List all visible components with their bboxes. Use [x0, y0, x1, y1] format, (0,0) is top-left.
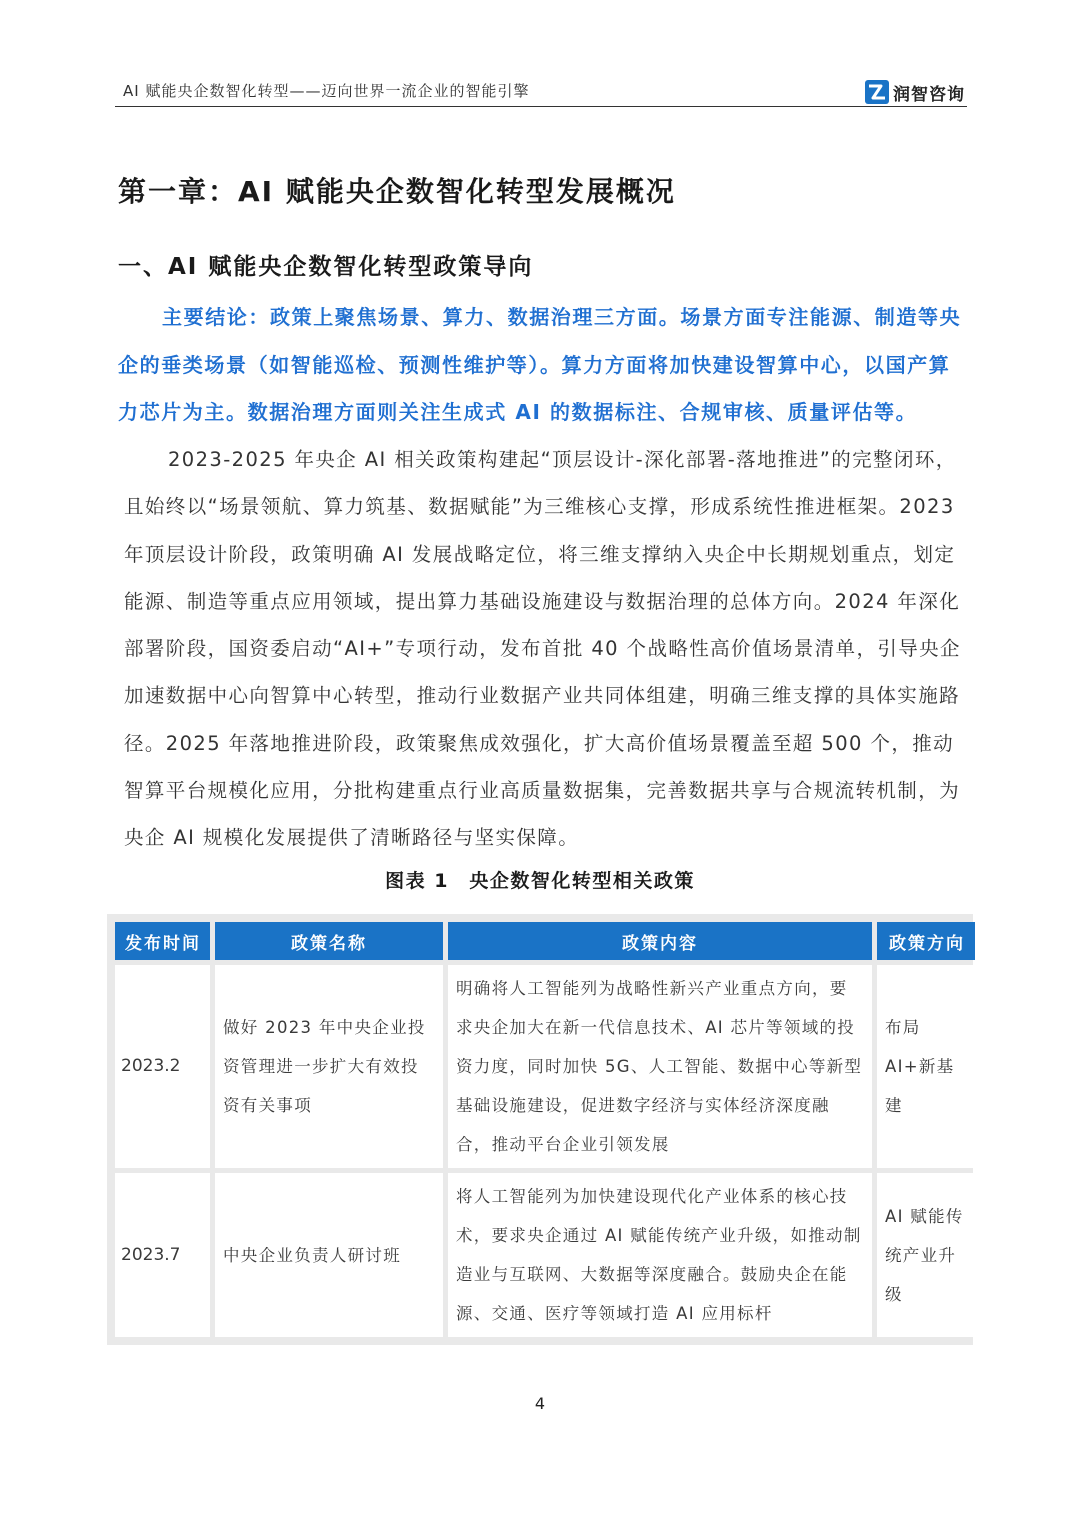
header-title: AI 赋能央企数智化转型——迈向世界一流企业的智能引擎: [123, 82, 530, 100]
company-logo: [865, 80, 965, 104]
section-title: 一、AI 赋能央企数智化转型政策导向: [118, 254, 534, 280]
body-paragraph: 2023-2025 年央企 AI 相关政策构建起“顶层设计-深化部署-落地推进”的完整闭环，且始终以“场景领航、算力筑基、数据赋能”为三维核心支撑，形成系统性推进框架。2023 年顶层设计阶段，政策明确 AI 发展战略定位，将三维支撑纳入央企中长期规划重点，划定能源、制造等重点应用领域，提出算力基础设施建设与数据治理的总体方向。2024 年深化部署阶段，国资委启动“AI+”专项行动，发布首批 40 个战略性高价值场景清单，引导央企加速数据中心向智算中心转型，推动行业数据产业共同体组建，明确三维支撑的具体实施路径。2025 年落地推进阶段，政策聚焦成效强化，扩大高价值场景覆盖至超 500 个，推动智算平台规模化应用，分批构建重点行业高质量数据集，完善数据共享与合规流转机制，为央企 AI 规模化发展提供了清晰路径与坚实保障。: [124, 448, 961, 850]
figure-caption: 图表 1 央企数智化转型相关政策: [385, 870, 695, 892]
chapter-title: 第一章：AI 赋能央企数智化转型发展概况: [118, 175, 676, 208]
logo-mark-icon: [865, 80, 889, 104]
cell-policy-direction: 布局 AI+新基建: [877, 965, 975, 1168]
header-policy-name: 政策名称: [215, 922, 443, 960]
cell-date: 2023.7: [115, 1173, 210, 1337]
cell-policy-name: 中央企业负责人研讨班: [215, 1173, 443, 1337]
cell-date: 2023.2: [115, 965, 210, 1168]
key-conclusion: 主要结论：政策上聚焦场景、算力、数据治理三方面。场景方面专注能源、制造等央企的垂类场景（如智能巡检、预测性维护等）。算力方面将加快建设智算中心，以国产算力芯片为主。数据治理方面则关注生成式 AI 的数据标注、合规审核、质量评估等。: [118, 305, 962, 424]
cell-policy-name: 做好 2023 年中央企业投资管理进一步扩大有效投资有关事项: [215, 965, 443, 1168]
policy-table: [107, 914, 973, 1345]
page-number: 4: [534, 1394, 546, 1413]
logo-text: 润智咨询: [893, 84, 965, 105]
table-row: [115, 1173, 975, 1337]
header-date: 发布时间: [115, 922, 210, 960]
table-header-row: [115, 922, 975, 960]
cell-policy-direction: AI 赋能传统产业升级: [877, 1173, 975, 1337]
table-row: [115, 965, 975, 1168]
header-policy-content: 政策内容: [448, 922, 872, 960]
cell-policy-content: 明确将人工智能列为战略性新兴产业重点方向，要求央企加大在新一代信息技术、AI 芯片等领域的投资力度，同时加快 5G、人工智能、数据中心等新型基础设施建设，促进数字经济与实体经济深度融合，推动平台企业引领发展: [448, 965, 872, 1168]
cell-policy-content: 将人工智能列为加快建设现代化产业体系的核心技术，要求央企通过 AI 赋能传统产业升级，如推动制造业与互联网、大数据等深度融合。鼓励央企在能源、交通、医疗等领域打造 AI 应用标杆: [448, 1173, 872, 1337]
header-policy-direction: 政策方向: [877, 922, 975, 960]
page-header: [115, 74, 967, 107]
